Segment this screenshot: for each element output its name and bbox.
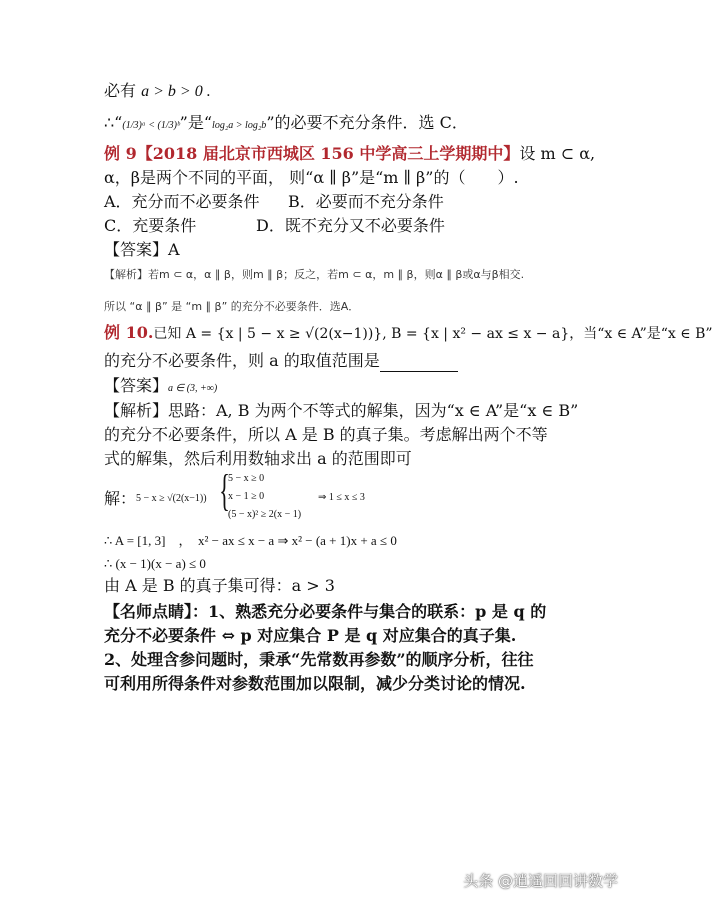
example-10-line2 [104, 350, 458, 372]
example-9-line2: α，β是两个不同的平面， 则“α ∥ β”是“m ∥ β”的（ ）. [104, 168, 519, 187]
option-b: B．必要而不充分条件 [288, 192, 444, 211]
therefore-set-a: ∴ A = [1, 3] ， x² − ax ≤ x − a ⇒ x² − (a + 1)x + a ≤ 0 [104, 533, 397, 548]
tip-line-4: 可利用所得条件对参数范围加以限制，减少分类讨论的情况. [104, 674, 526, 693]
tip-line-2: 充分不必要条件 ⇔ p 对应集合 P 是 q 对应集合的真子集. [104, 626, 517, 645]
answer-blank [380, 355, 458, 372]
tip-line-3: 2、处理含参问题时，秉承“先常数再参数”的顺序分析，往往 [104, 650, 534, 669]
example-9-title [104, 143, 595, 165]
analysis-9-line1: 【解析】若m ⊂ α，α ∥ β，则m ∥ β；反之，若m ⊂ α，m ∥ β，则α ∥ β或α与β相交. [104, 268, 525, 281]
subset-conclusion: 由 A 是 B 的真子集可得：a > 3 [104, 576, 335, 595]
math: a > b > 0 . [141, 83, 211, 100]
analysis-10-line3: 式的解集，然后利用数轴求出 a 的范围即可 [104, 449, 412, 468]
text: 必有 [104, 81, 137, 100]
text: ∴“ [104, 113, 123, 132]
text: ”的必要不充分条件．选 C． [266, 113, 468, 132]
therefore-factor: ∴ (x − 1)(x − a) ≤ 0 [104, 556, 206, 571]
line-therefore-power [104, 112, 468, 137]
system-eq-1: 5 − x ≥ 0 [228, 473, 265, 484]
math-log-inequality: log₂a > log₂b [212, 120, 267, 131]
line-bi-you [104, 80, 211, 103]
system-result: ⇒ 1 ≤ x ≤ 3 [318, 492, 365, 503]
example-10-text: 已知 A = {x | 5 − x ≥ √(2(x−1))}, B = {x | x² − ax ≤ x − a}，当“x ∈ A”是“x ∈ B” [153, 326, 713, 342]
example-10-title [104, 322, 713, 345]
analysis-9-line2: 所以 “α ∥ β” 是 “m ∥ β” 的充分不必要条件．选A． [104, 300, 360, 313]
text: ”是“ [179, 113, 213, 132]
answer-9: 【答案】A [104, 240, 180, 259]
system-eq-2: x − 1 ≥ 0 [228, 491, 265, 502]
system-eq-3: (5 − x)² ≥ 2(x − 1) [228, 509, 302, 520]
option-a: A．充分而不必要条件 [104, 192, 260, 211]
analysis-10-line1: 【解析】思路：A, B 为两个不等式的解集，因为“x ∈ A”是“x ∈ B” [104, 401, 579, 420]
example-label: 例 10. [104, 323, 154, 342]
example-source: 【2018 届北京市西城区 156 中学高三上学期期中】 [136, 144, 520, 163]
option-d: D．既不充分又不必要条件 [256, 216, 445, 235]
example-label: 例 9 [104, 144, 137, 163]
math-power-inequality: (1/3)ᵃ < (1/3)ᵇ [122, 120, 180, 131]
text: 的充分不必要条件，则 a 的取值范围是 [104, 351, 380, 370]
watermark: 头条 @逍遥回回讲数学 [463, 872, 618, 890]
tip-line-1: 【名师点睛】：1、熟悉充分必要条件与集合的联系：p 是 q 的 [104, 602, 547, 621]
answer-10 [104, 375, 217, 400]
solution-inequality: 5 − x ≥ √(2(x−1)) [136, 493, 207, 504]
system-brace: { [219, 466, 230, 515]
analysis-10-line2: 的充分不必要条件，所以 A 是 B 的真子集。考虑解出两个不等 [104, 425, 548, 444]
option-c: C．充要条件 [104, 216, 197, 235]
answer-label: 【答案】 [104, 376, 169, 395]
solution-label: 解： [104, 489, 137, 508]
text: 设 m ⊂ α, [519, 144, 596, 163]
answer-value: a ∈ (3, +∞) [168, 383, 218, 394]
